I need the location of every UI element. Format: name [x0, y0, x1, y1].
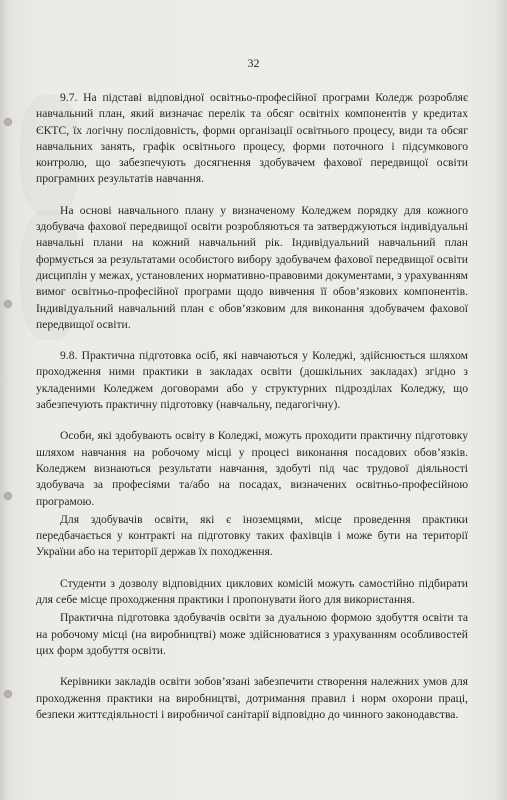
binding-hole: [4, 300, 12, 308]
binding-hole: [4, 492, 12, 500]
page-number: 32: [247, 56, 260, 70]
paragraph: Для здобувачів освіти, які є іноземцями, місце проведення практики передбачається у контракті на підготовку таких фахівців і може бути на території України або на території держав їх походження.: [36, 512, 468, 559]
paragraph: Керівники закладів освіти зобов’язані забезпечити створення належних умов для проходження практики на виробництві, дотримання правил і норм охорони праці, безпеки життєдіяльності і виробничої санітарії відповідно до чинного законодавства.: [36, 675, 468, 721]
binding-hole: [4, 118, 12, 126]
binding-hole: [4, 690, 12, 698]
paragraph: 9.7. На підставі відповідної освітньо-професійної програми Коледж розробляє навчальний план, який визначає перелік та обсяг освітніх компонентів у кредитах ЄКТС, їх логічну послідовність, форми організації освітнього процесу, види та обсяг навчальних занять, графік освітнього процесу, форми поточного і підсумкового контролю, що забезпечують досягнення здобувачем фахової передвищої освіти програмних результатів навчання.: [36, 91, 468, 186]
paragraph: Особи, які здобувають освіту в Коледжі, можуть проходити практичну підготовку шляхом навчання на робочому місці у процесі виконання посадових обов’язків. Коледжем визнаються результати навчання, здобуті під час трудової діяльності здобувача за професіями та/або на посадах, визначених освітньо-професійною програмою.: [36, 429, 468, 508]
binding-holes: [4, 0, 14, 800]
body-text: [36, 90, 468, 723]
paragraph: 9.8. Практична підготовка осіб, які навчаються у Коледжі, здійснюється шляхом проходження ними практики в закладах освіти (дошкільних закладах) згідно з укладеними Коледжем договорами або у структурних підрозділах Коледжу, що забезпечують практичну підготовку (навчальну, педагогічну).: [36, 349, 468, 412]
paragraph: На основі навчального плану у визначеному Коледжем порядку для кожного здобувача фахової передвищої освіти розробляються та затверджуються індивідуальні навчальні плани на кожний навчальний рік. Індивідуальний навчальний план формується за результатами особистого вибору здобувачем фахової передвищої освіти дисциплін у межах, установлених нормативно-правовими документами, з урахуванням вимог освітньо-професійної програми щодо вивчення її обов’язкових компонентів. Індивідуальний навчальний план є обов’язковим для виконання здобувачем фахової передвищої освіти.: [36, 203, 468, 331]
paragraph: Студенти з дозволу відповідних циклових комісій можуть самостійно підбирати для себе місце проходження практики і пропонувати його для використання.: [36, 576, 468, 607]
paragraph: Практична підготовка здобувачів освіти за дуальною формою здобуття освіти та на робочому місці (на виробництві) може здійснюватися з урахуванням особливостей цих форм здобуття освіти.: [36, 611, 468, 657]
